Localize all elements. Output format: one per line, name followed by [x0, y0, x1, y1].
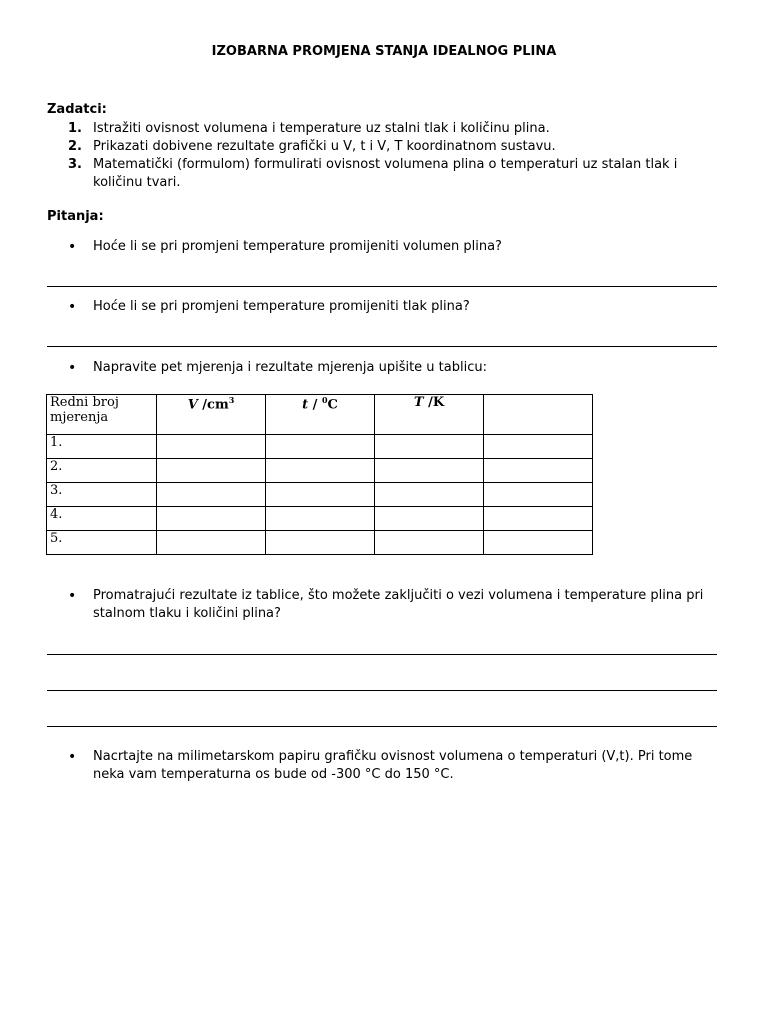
- questions-heading: Pitanja:: [47, 209, 104, 224]
- table-row: [47, 459, 593, 483]
- page-title: IZOBARNA PROMJENA STANJA IDEALNOG PLINA: [211, 44, 557, 59]
- bullet-icon: •: [68, 299, 77, 315]
- input-cell[interactable]: [375, 507, 484, 531]
- header-cell-volume: V $/cm^3$: [157, 395, 266, 435]
- answer-line[interactable]: [47, 690, 717, 691]
- measurement-table: [46, 394, 593, 555]
- question-text: Nacrtajte na milimetarskom papiru grafičku ovisnost volumena o temperaturi (V,t). Pri tome neka vam temperaturna os bude od -300 °C do 150 °C.: [93, 749, 693, 782]
- table-row: [47, 435, 593, 459]
- tasks-heading: Zadatci:: [47, 102, 107, 117]
- row-number: 3.: [47, 483, 157, 507]
- input-cell[interactable]: [266, 531, 375, 555]
- task-number: 2.: [68, 139, 82, 154]
- input-cell[interactable]: [157, 435, 266, 459]
- header-cell-empty: [484, 395, 593, 435]
- row-number: 5.: [47, 531, 157, 555]
- answer-line[interactable]: [47, 726, 717, 727]
- row-number: 2.: [47, 459, 157, 483]
- row-number: 4.: [47, 507, 157, 531]
- bullet-icon: •: [68, 749, 77, 765]
- bullet-icon: •: [68, 239, 77, 255]
- task-text: Istražiti ovisnost volumena i temperature uz stalni tlak i količinu plina.: [93, 121, 550, 136]
- input-cell[interactable]: [157, 483, 266, 507]
- header-cell-kelvin: T /K: [375, 395, 484, 435]
- input-cell[interactable]: [266, 483, 375, 507]
- question-text: Hoće li se pri promjeni temperature promijeniti volumen plina?: [93, 239, 502, 254]
- table-header-row: [47, 395, 593, 435]
- input-cell[interactable]: [375, 459, 484, 483]
- task-text: Prikazati dobivene rezultate grafički u V, t i V, T koordinatnom sustavu.: [93, 139, 556, 154]
- input-cell[interactable]: [484, 435, 593, 459]
- table-row: [47, 483, 593, 507]
- question-text: Napravite pet mjerenja i rezultate mjerenja upišite u tablicu:: [93, 360, 487, 375]
- table-row: [47, 531, 593, 555]
- input-cell[interactable]: [375, 531, 484, 555]
- question-text: Hoće li se pri promjeni temperature promijeniti tlak plina?: [93, 299, 470, 314]
- input-cell[interactable]: [484, 483, 593, 507]
- answer-line[interactable]: [47, 654, 717, 655]
- input-cell[interactable]: [266, 435, 375, 459]
- question-text: Promatrajući rezultate iz tablice, što možete zaključiti o vezi volumena i temperature plina pri stalnom tlaku i količini plina?: [93, 588, 704, 621]
- input-cell[interactable]: [375, 435, 484, 459]
- input-cell[interactable]: [157, 507, 266, 531]
- bullet-icon: •: [68, 360, 77, 376]
- bullet-icon: •: [68, 588, 77, 604]
- input-cell[interactable]: [266, 507, 375, 531]
- input-cell[interactable]: [484, 459, 593, 483]
- input-cell[interactable]: [484, 507, 593, 531]
- task-text: Matematički (formulom) formulirati ovisnost volumena plina o temperaturi uz stalan tlak i količinu tvari.: [93, 157, 678, 190]
- input-cell[interactable]: [157, 459, 266, 483]
- input-cell[interactable]: [484, 531, 593, 555]
- input-cell[interactable]: [375, 483, 484, 507]
- header-cell-measurement: Redni broj mjerenja: [47, 395, 157, 435]
- task-number: 1.: [68, 121, 82, 136]
- input-cell[interactable]: [157, 531, 266, 555]
- input-cell[interactable]: [266, 459, 375, 483]
- answer-line[interactable]: [47, 286, 717, 287]
- table-row: [47, 507, 593, 531]
- header-cell-celsius: t / $^0$C: [266, 395, 375, 435]
- task-number: 3.: [68, 157, 82, 172]
- row-number: 1.: [47, 435, 157, 459]
- answer-line[interactable]: [47, 346, 717, 347]
